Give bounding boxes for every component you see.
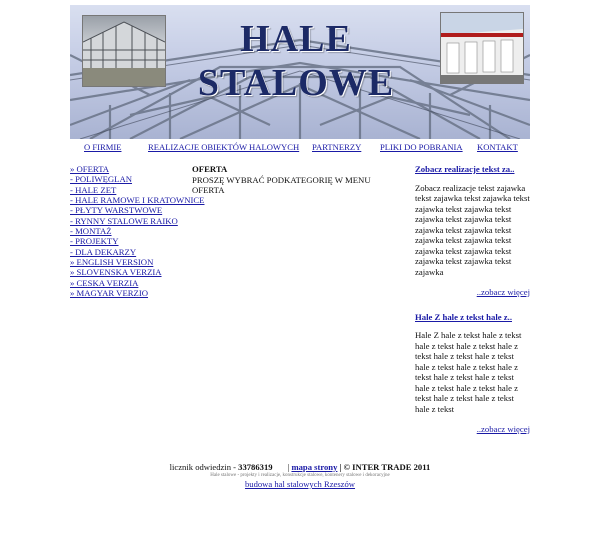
footer-small-text: Hale stalowe - projekty i realizacje, konstrukcje stalowe, kontenery stalowe i dekoracyjne: [210, 473, 390, 478]
news-1-title-link[interactable]: Zobacz realizacje tekst za..: [415, 164, 515, 174]
news-2-body: Hale Z hale z tekst hale z tekst hale z tekst hale z tekst hale z tekst hale z tekst hale z tekst hale z tekst hale z tekst hale z tekst hale z tekst hale z tekst hale z tekst hale z tekst hale z tekst hale z tekst hale z tekst hale z tekst: [415, 330, 522, 414]
news-block-2: [415, 312, 530, 435]
counter-value: 33786319: [238, 462, 273, 472]
header-banner: [70, 5, 530, 139]
footer-main-line: [70, 462, 530, 472]
top-navigation: [70, 142, 530, 158]
footer-seo-line: [70, 479, 530, 489]
hall-exterior-photo: [440, 12, 524, 84]
news-2-more-link[interactable]: ..zobacz więcej: [476, 424, 530, 434]
copyright-text: | © INTER TRADE 2011: [339, 462, 431, 472]
menu-item-poliweglan[interactable]: - POLIWĘGLAN: [70, 174, 133, 185]
nav-kontakt[interactable]: KONTAKT: [477, 142, 518, 152]
menu-item-hale-zet[interactable]: - HALE ZET: [70, 184, 117, 195]
menu-item-rynny[interactable]: - RYNNY STALOWE RAIKO: [70, 215, 178, 226]
news-1-body: Zobacz realizacje tekst zajawka tekst zajawka tekst zajawka tekst zajawka tekst zajawka tekst zajawka tekst zajawka tekst zajawka tekst zajawka tekst zajawka tekst zajawka tekst zajawka tekst zajawka tekst zajawka tekst zajawka tekst zajawka: [415, 182, 530, 277]
menu-item-magyar[interactable]: » MAGYAR VERZIO: [70, 288, 149, 299]
nav-partnerzy[interactable]: PARTNERZY: [312, 142, 362, 152]
menu-item-plyty[interactable]: - PŁYTY WARSTWOWE: [70, 205, 163, 216]
nav-realizacje[interactable]: REALIZACJE OBIEKTÓW HALOWYCH: [148, 142, 300, 152]
content-text: PROSZĘ WYBRAĆ PODKATEGORIĘ W MENU OFERTA: [192, 174, 371, 195]
counter-label: licznik odwiedzin -: [169, 462, 239, 472]
news-2-title-link[interactable]: Hale Z hale z tekst hale z..: [415, 311, 512, 322]
site-title: HALE STALOWE: [197, 18, 395, 104]
footer: [70, 462, 530, 489]
menu-item-projekty[interactable]: - PROJEKTY: [70, 236, 119, 247]
sitemap-link[interactable]: mapa strony: [291, 462, 338, 472]
menu-item-montaz[interactable]: - MONTAŻ: [70, 226, 112, 237]
main-content: [192, 164, 402, 196]
news-1-more-link[interactable]: ..zobacz więcej: [476, 287, 530, 297]
menu-item-ceska[interactable]: » CESKA VERZIA: [70, 277, 139, 288]
menu-item-oferta[interactable]: » OFERTA: [70, 164, 110, 174]
page-container: [70, 5, 530, 489]
menu-item-slovenska[interactable]: » SLOVENSKA VERZIA: [70, 267, 162, 278]
right-column: [415, 164, 530, 435]
nav-o-firmie[interactable]: O FIRMIE: [84, 142, 122, 152]
menu-item-dla-dekarzy[interactable]: - DLA DEKARZY: [70, 246, 137, 257]
news-block-1: [415, 164, 530, 298]
footer-seo-link[interactable]: budowa hal stalowych Rzeszów: [244, 479, 356, 489]
content-heading: OFERTA: [192, 164, 228, 174]
footer-separator: |: [287, 462, 290, 472]
nav-pliki[interactable]: PLIKI DO POBRANIA: [380, 142, 463, 152]
menu-item-hale-ramowe[interactable]: - HALE RAMOWE I KRATOWNICE: [70, 195, 205, 206]
menu-item-english[interactable]: » ENGLISH VERSION: [70, 257, 154, 268]
left-menu: [70, 164, 205, 299]
